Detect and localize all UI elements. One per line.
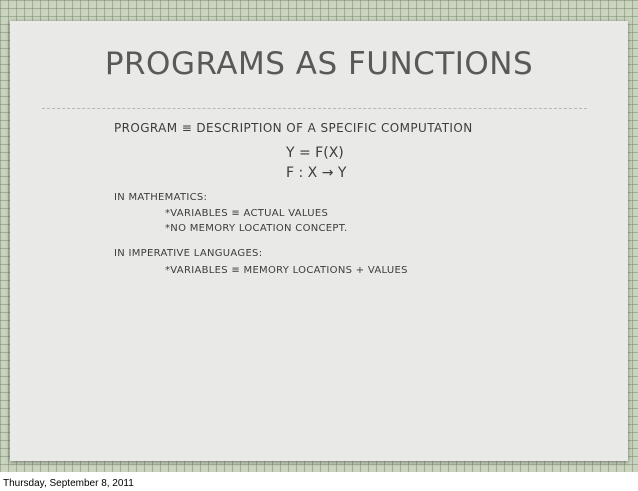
footer-date: Thursday, September 8, 2011 — [3, 478, 134, 489]
equation-mapping: F : X → Y — [286, 165, 347, 181]
bullet-item: *NO MEMORY LOCATION CONCEPT. — [165, 223, 348, 234]
equation-function: Y = F(X) — [286, 145, 344, 161]
slide-subtitle: PROGRAM ≡ DESCRIPTION OF A SPECIFIC COMPUTATION — [114, 121, 473, 135]
title-divider — [42, 108, 587, 109]
section-heading-imperative: IN IMPERATIVE LANGUAGES: — [114, 248, 263, 259]
section-heading-mathematics: IN MATHEMATICS: — [114, 192, 208, 203]
slide-title: PROGRAMS AS FUNCTIONS — [104, 46, 534, 82]
slide-card — [10, 21, 628, 461]
bullet-item: *VARIABLES ≡ ACTUAL VALUES — [165, 208, 329, 219]
bullet-item: *VARIABLES ≡ MEMORY LOCATIONS + VALUES — [165, 265, 408, 276]
